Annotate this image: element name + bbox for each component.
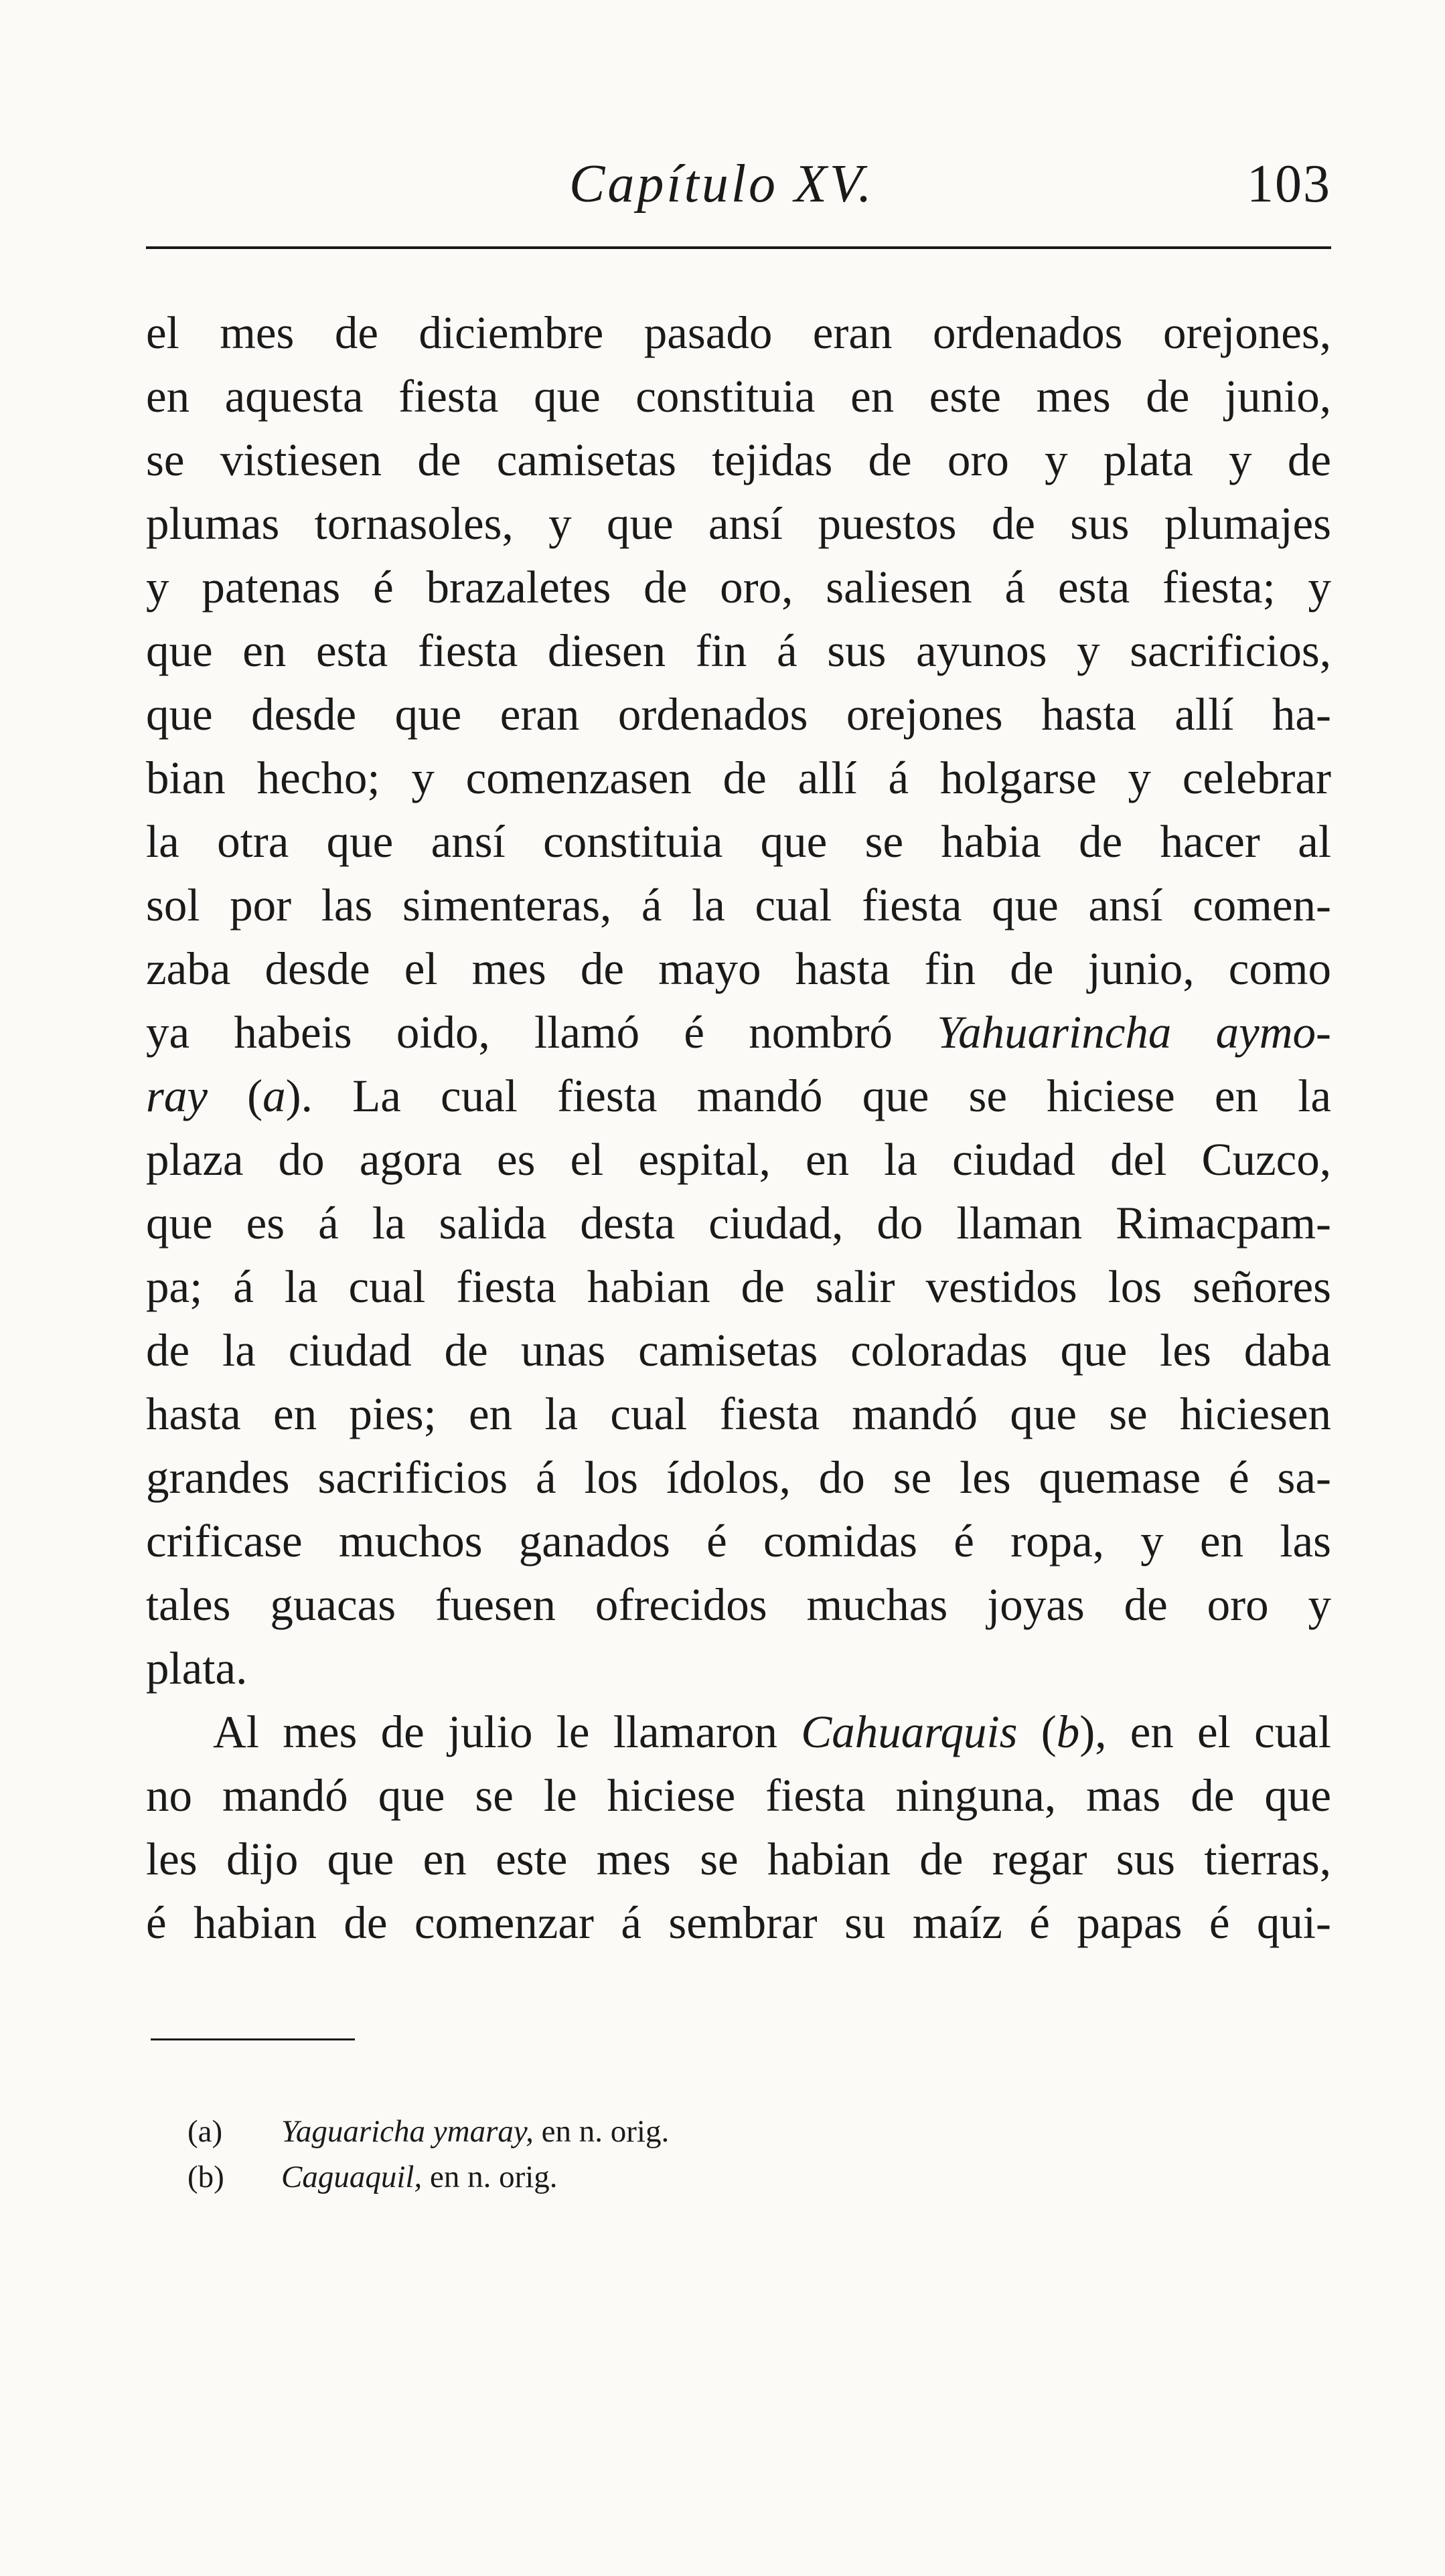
footnote bbox=[187, 2154, 1192, 2200]
footnote-text: en n. orig. bbox=[533, 2114, 670, 2149]
text-segment: ( bbox=[1017, 1706, 1057, 1757]
text-line bbox=[146, 1064, 1331, 1128]
text-segment: Al mes de julio le llamaron bbox=[213, 1706, 802, 1757]
text-line: se vistiesen de camisetas tejidas de oro y plata y de bbox=[146, 434, 1331, 485]
italic-term: Yahuarincha aymo- bbox=[937, 1007, 1331, 1058]
text-line: tales guacas fuesen ofrecidos muchas joyas de oro y bbox=[146, 1579, 1331, 1630]
text-line: plata. bbox=[146, 1643, 248, 1694]
text-line: que en esta fiesta diesen fin á sus ayunos y sacrificios, bbox=[146, 625, 1331, 676]
page-number: 103 bbox=[1247, 155, 1331, 214]
footnote-term: Yaguaricha ymaray, bbox=[281, 2114, 534, 2149]
text-line: no mandó que se le hiciese fiesta ninguna, mas de que bbox=[146, 1770, 1331, 1821]
text-line: les dijo que en este mes se habian de regar sus tierras, bbox=[146, 1834, 1331, 1884]
footnote-term: Caguaquil, bbox=[281, 2160, 423, 2194]
footnote-mark: (a) bbox=[187, 2114, 223, 2149]
footnote-rule bbox=[151, 2038, 355, 2040]
footnote-text: en n. orig. bbox=[422, 2160, 558, 2194]
text-segment: ). La cual fiesta mandó que se hiciese en la bbox=[285, 1070, 1331, 1121]
text-line: plumas tornasoles, y que ansí puestos de sus plumajes bbox=[146, 498, 1331, 549]
text-segment: ), en el cual bbox=[1079, 1706, 1331, 1757]
footnote-mark: (b) bbox=[187, 2160, 224, 2194]
text-line: la otra que ansí constituia que se habia de hacer al bbox=[146, 816, 1331, 867]
text-segment: ( bbox=[207, 1070, 263, 1121]
italic-term: ray bbox=[146, 1070, 208, 1121]
text-line: zaba desde el mes de mayo hasta fin de junio, como bbox=[146, 943, 1331, 994]
footnotes bbox=[187, 2109, 1192, 2200]
text-line: é habian de comenzar á sembrar su maíz é papas é qui- bbox=[146, 1897, 1331, 1948]
text-line bbox=[146, 1700, 1331, 1764]
text-line: que es á la salida desta ciudad, do llaman Rimacpam- bbox=[146, 1198, 1331, 1249]
text-line: grandes sacrificios á los ídolos, do se les quemase é sa- bbox=[146, 1452, 1331, 1503]
footnote-ref-a: a bbox=[262, 1070, 286, 1121]
text-line: bian hecho; y comenzasen de allí á holgarse y celebrar bbox=[146, 752, 1331, 803]
body-text bbox=[146, 301, 1331, 1955]
footnote bbox=[187, 2109, 1192, 2154]
italic-term: Cahuarquis bbox=[801, 1706, 1018, 1757]
text-line: de la ciudad de unas camisetas coloradas que les daba bbox=[146, 1325, 1331, 1376]
page-header bbox=[0, 0, 1445, 268]
footnote-ref-b: b bbox=[1056, 1706, 1080, 1757]
text-line bbox=[146, 1001, 1331, 1064]
text-line: que desde que eran ordenados orejones hasta allí ha- bbox=[146, 689, 1331, 740]
text-line: hasta en pies; en la cual fiesta mandó que se hiciesen bbox=[146, 1388, 1331, 1439]
text-line: en aquesta fiesta que constituia en este mes de junio, bbox=[146, 371, 1331, 422]
text-line: y patenas é brazaletes de oro, saliesen á esta fiesta; y bbox=[146, 562, 1331, 613]
header-rule bbox=[146, 246, 1331, 249]
text-line: plaza do agora es el espital, en la ciudad del Cuzco, bbox=[146, 1134, 1331, 1185]
text-segment: ya habeis oido, llamó é nombró bbox=[146, 1007, 937, 1058]
text-line: sol por las simenteras, á la cual fiesta que ansí comen- bbox=[146, 880, 1331, 931]
text-line: pa; á la cual fiesta habian de salir vestidos los señores bbox=[146, 1261, 1331, 1312]
text-line: el mes de diciembre pasado eran ordenados orejones, bbox=[146, 307, 1331, 358]
text-line: crificase muchos ganados é comidas é ropa, y en las bbox=[146, 1516, 1331, 1566]
running-title: Capítulo XV. bbox=[569, 155, 874, 214]
